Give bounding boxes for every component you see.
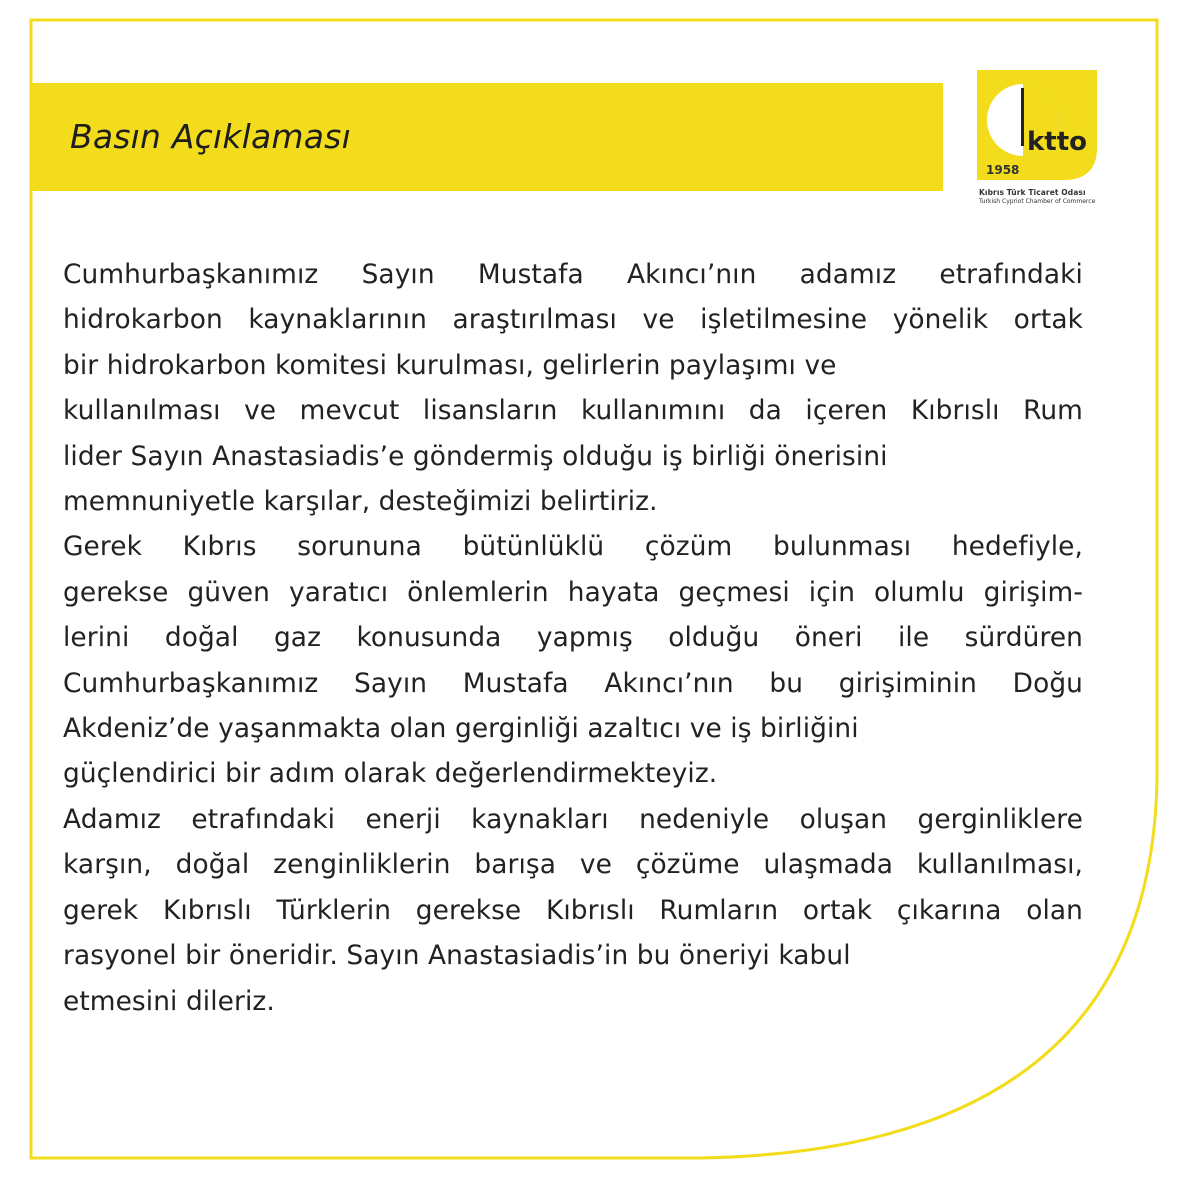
text-line: etmesini dileriz. (63, 985, 275, 1017)
logo-org-name-tr: Kıbrıs Türk Ticaret Odası (979, 188, 1086, 197)
text-line: lerini doğal gaz konusunda yapmış olduğu öneri ile sürdüren (63, 622, 1083, 654)
logo-mark-text: ktto (1027, 127, 1088, 157)
text-line: Cumhurbaşkanımız Sayın Mustafa Akıncı’nın adamız etrafındaki (63, 259, 1083, 290)
text-line: gerekse güven yaratıcı önlemlerin hayata geçmesi için olumlu girişim- (63, 576, 1083, 608)
text-line: rasyonel bir öneridir. Sayın Anastasiadis’in bu öneriyi kabul (63, 940, 851, 972)
text-line: Akdeniz’de yaşanmakta olan gerginliği azaltıcı ve iş birliğini (63, 713, 859, 745)
logo-year: 1958 (986, 163, 1020, 177)
paragraph-3 (63, 797, 1083, 1024)
logo-caption (979, 188, 1104, 205)
text-line: hidrokarbon kaynaklarının araştırılması ve işletilmesine yönelik ortak (63, 304, 1083, 336)
text-line: karşın, doğal zenginliklerin barışa ve çözüme ulaşmada kullanılması, (63, 849, 1083, 881)
text-line: kullanılması ve mevcut lisansların kullanımını da içeren Kıbrıslı Rum (63, 395, 1083, 427)
text-line: gerek Kıbrıslı Türklerin gerekse Kıbrıslı Rumların ortak çıkarına olan (63, 894, 1083, 926)
text-line: güçlendirici bir adım olarak değerlendirmekteyiz. (63, 758, 718, 790)
paragraph-1 (63, 252, 1083, 524)
text-line: Gerek Kıbrıs sorununa bütünlüklü çözüm bulunması hedefiyle, (63, 531, 1083, 563)
page-title: Basın Açıklaması (70, 117, 351, 156)
text-line: bir hidrokarbon komitesi kurulması, gelirlerin paylaşımı ve (63, 349, 837, 381)
text-line: Cumhurbaşkanımız Sayın Mustafa Akıncı’nın bu girişiminin Doğu (63, 667, 1083, 699)
title-band (31, 83, 943, 191)
text-line: Adamız etrafındaki enerji kaynakları nedeniyle oluşan gerginliklere (63, 803, 1083, 835)
text-line: memnuniyetle karşılar, desteğimizi belirtiriz. (63, 486, 658, 518)
paragraph-2 (63, 524, 1083, 796)
logo-org-name-en: Turkish Cypriot Chamber of Commerce (979, 198, 1096, 205)
press-release-body (63, 252, 1083, 1024)
text-line: lider Sayın Anastasiadis’e göndermiş olduğu iş birliği önerisini (63, 440, 888, 472)
